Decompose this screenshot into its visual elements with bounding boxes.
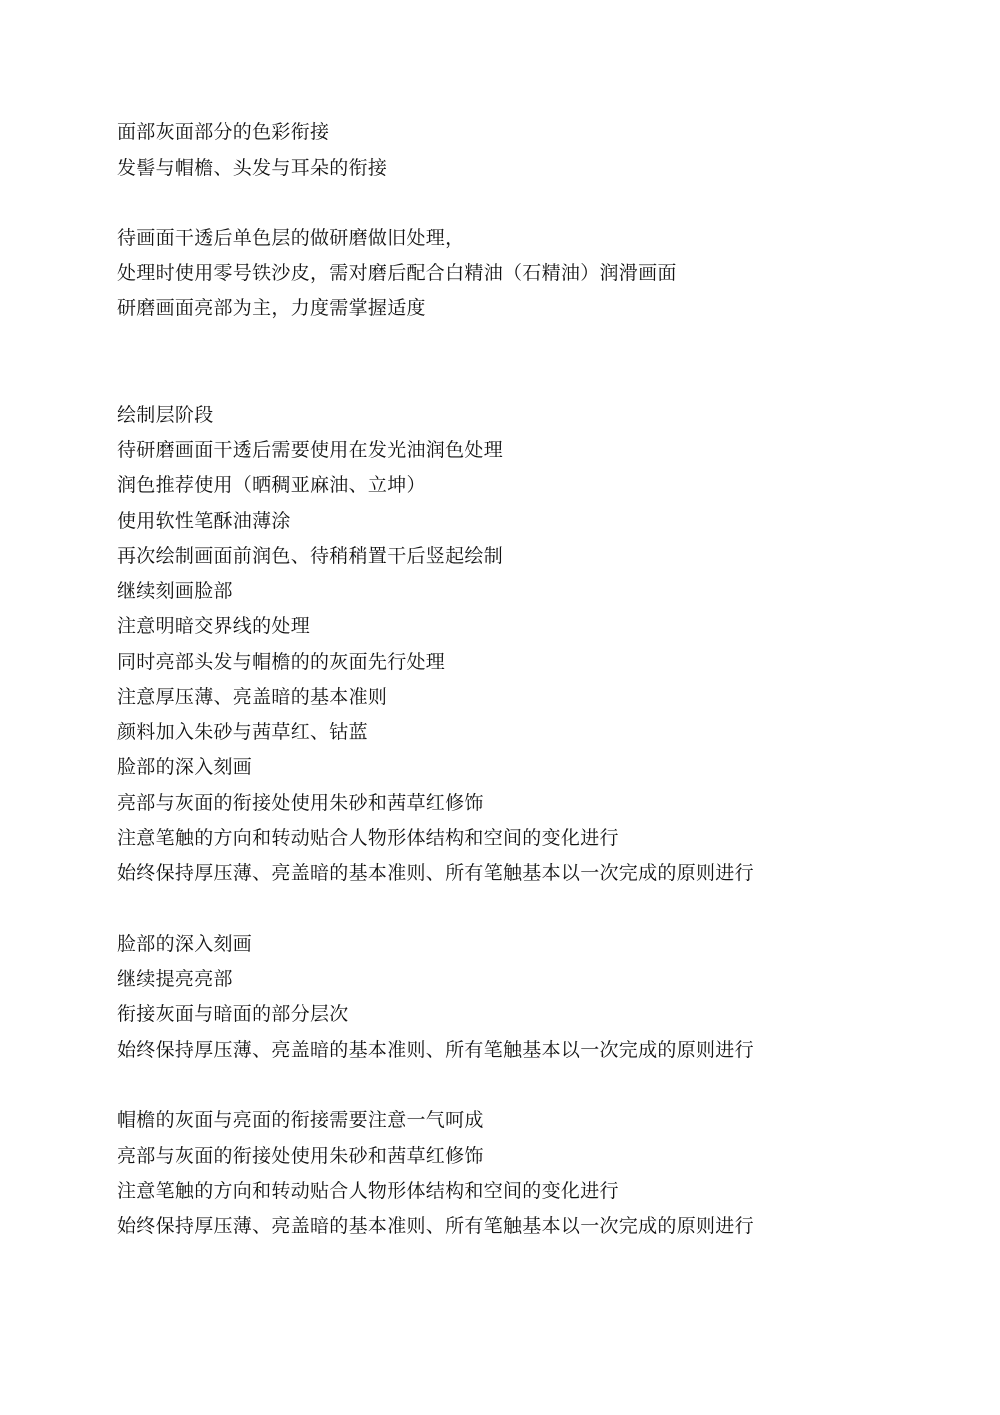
text-line: 再次绘制画面前润色、待稍稍置干后竖起绘制 [117,545,504,567]
text-line: 亮部与灰面的衔接处使用朱砂和茜草红修饰 [117,792,484,814]
text-line: 注意笔触的方向和转动贴合人物形体结构和空间的变化进行 [117,827,619,849]
text-line: 继续刻画脸部 [117,580,233,602]
text-line: 注意笔触的方向和转动贴合人物形体结构和空间的变化进行 [117,1180,619,1202]
text-line: 同时亮部头发与帽檐的的灰面先行处理 [117,651,446,673]
text-line: 处理时使用零号铁沙皮，需对磨后配合白精油（石精油）润滑画面 [117,262,677,284]
text-line: 润色推荐使用（晒稠亚麻油、立坤） [117,474,426,496]
text-line: 颜料加入朱砂与茜草红、钴蓝 [117,721,368,743]
text-line: 帽檐的灰面与亮面的衔接需要注意一气呵成 [117,1109,484,1131]
text-line: 始终保持厚压薄、亮盖暗的基本准则、所有笔触基本以一次完成的原则进行 [117,862,754,884]
text-line: 脸部的深入刻画 [117,933,253,955]
text-line: 注意厚压薄、亮盖暗的基本准则 [117,686,388,708]
text-line: 面部灰面部分的色彩衔接 [117,121,330,143]
text-line: 始终保持厚压薄、亮盖暗的基本准则、所有笔触基本以一次完成的原则进行 [117,1039,754,1061]
text-line: 脸部的深入刻画 [117,756,253,778]
text-line: 使用软性笔酥油薄涂 [117,510,291,532]
text-line: 亮部与灰面的衔接处使用朱砂和茜草红修饰 [117,1145,484,1167]
text-line: 待画面干透后单色层的做研磨做旧处理， [117,227,465,249]
text-line: 衔接灰面与暗面的部分层次 [117,1003,349,1025]
text-line: 继续提亮亮部 [117,968,233,990]
text-line: 待研磨画面干透后需要使用在发光油润色处理 [117,439,504,461]
text-line: 始终保持厚压薄、亮盖暗的基本准则、所有笔触基本以一次完成的原则进行 [117,1215,754,1237]
text-line: 研磨画面亮部为主，力度需掌握适度 [117,297,426,319]
section-heading: 绘制层阶段 [117,404,214,426]
text-line: 注意明暗交界线的处理 [117,615,311,637]
text-line: 发髻与帽檐、头发与耳朵的衔接 [117,157,388,179]
